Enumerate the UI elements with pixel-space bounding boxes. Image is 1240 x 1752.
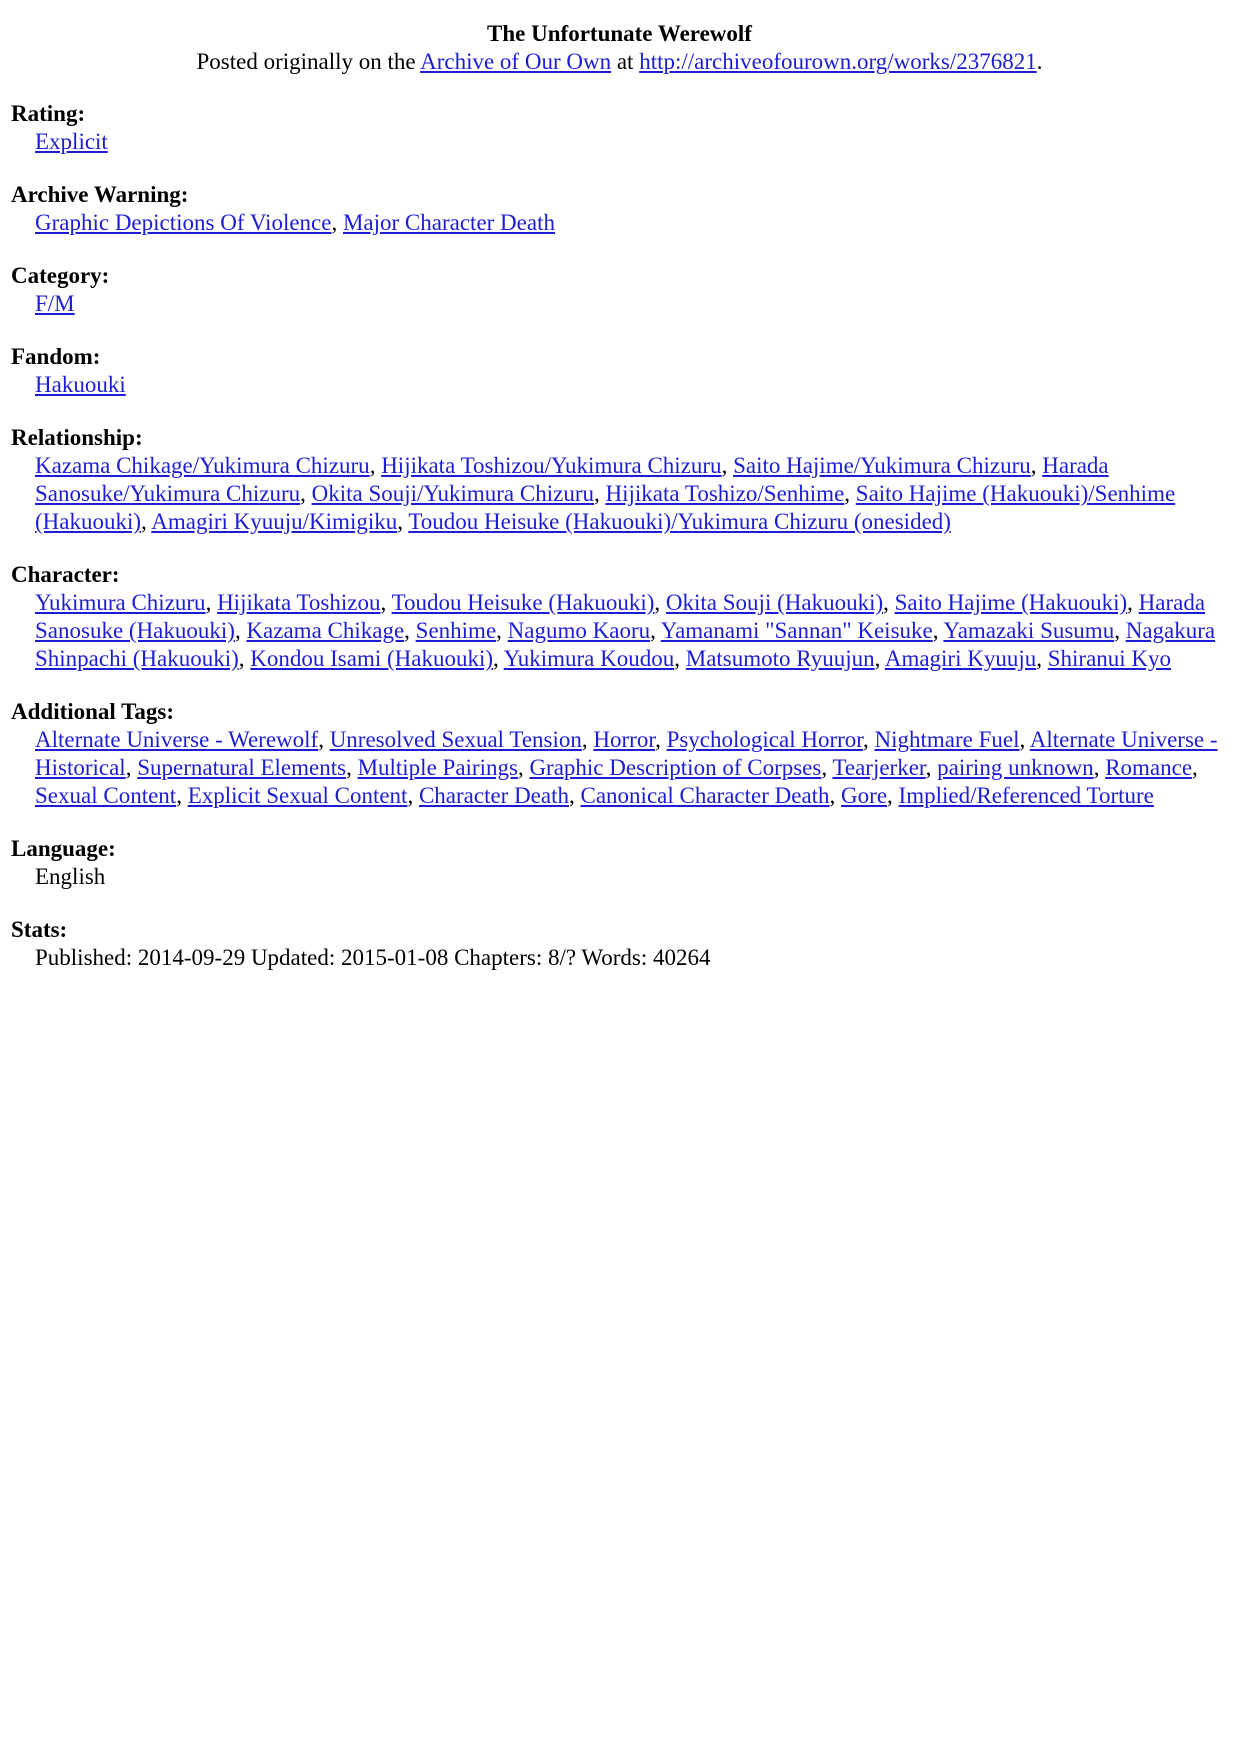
tag-link[interactable]: Saito Hajime (Hakuouki)/Senhime (Hakuouki): [35, 481, 1176, 534]
section-label: Language:: [11, 836, 116, 861]
section-relationship: [11, 424, 1228, 536]
at-text: at: [616, 49, 634, 74]
tag-link[interactable]: Toudou Heisuke (Hakuouki): [391, 590, 655, 615]
tag-link[interactable]: Unresolved Sexual Tension: [329, 727, 582, 752]
tag-link[interactable]: Explicit: [35, 129, 108, 154]
tag-link[interactable]: Kondou Isami (Hakuouki): [250, 646, 494, 671]
posted-prefix: Posted originally on the: [196, 49, 416, 74]
tag-link[interactable]: Matsumoto Ryuujun: [685, 646, 875, 671]
tag-list: [11, 128, 1228, 156]
work-header: [11, 20, 1228, 76]
tag-link[interactable]: Canonical Character Death: [580, 783, 830, 808]
tag-list: Graphic Depictions Of Violence, Major Character Death: [35, 210, 555, 235]
period: .: [1036, 49, 1043, 74]
section-label: Relationship:: [11, 425, 143, 450]
metadata-sections: [11, 100, 1228, 810]
tag-link[interactable]: Gore: [841, 783, 888, 808]
tag-link[interactable]: Explicit Sexual Content: [187, 783, 408, 808]
section-label: Stats:: [11, 917, 68, 942]
tag-link[interactable]: Amagiri Kyuuju: [884, 646, 1037, 671]
tag-link[interactable]: Alternate Universe - Werewolf: [35, 727, 319, 752]
archive-link[interactable]: Archive of Our Own: [420, 49, 612, 74]
tag-link[interactable]: Kazama Chikage: [246, 618, 405, 643]
tag-link[interactable]: Multiple Pairings: [357, 755, 518, 780]
tag-link[interactable]: Saito Hajime/Yukimura Chizuru: [733, 453, 1031, 478]
tag-list: Kazama Chikage/Yukimura Chizuru, Hijikata Toshizou/Yukimura Chizuru, Saito Hajime/Yukimura Chizuru, Harada Sanosuke/Yukimura Chizuru, Okita Souji/Yukimura Chizuru, Hijikata Toshizo/Senhime, Saito Hajime (Hakuouki)/Senhime (Hakuouki), Amagiri Kyuuju/Kimigiku, Toudou Heisuke (Hakuouki)/Yukimura Chizuru (onesided): [35, 453, 1176, 534]
language-value: English: [35, 864, 106, 889]
tag-link[interactable]: Senhime: [415, 618, 497, 643]
section-character: [11, 561, 1228, 673]
tag-link[interactable]: Psychological Horror: [666, 727, 864, 752]
tag-link[interactable]: Hijikata Toshizou: [217, 590, 381, 615]
tag-link[interactable]: Nagumo Kaoru: [507, 618, 651, 643]
tag-link[interactable]: Saito Hajime (Hakuouki): [894, 590, 1128, 615]
section-label: Character:: [11, 562, 120, 587]
section-label: Additional Tags:: [11, 699, 174, 724]
section-label: Category:: [11, 263, 110, 288]
tag-link[interactable]: Yukimura Koudou: [503, 646, 675, 671]
tag-link[interactable]: Romance: [1105, 755, 1193, 780]
tag-link[interactable]: Yamanami "Sannan" Keisuke: [660, 618, 933, 643]
tag-link[interactable]: Harada Sanosuke (Hakuouki): [35, 590, 1206, 643]
tag-link[interactable]: Hijikata Toshizo/Senhime: [605, 481, 845, 506]
tag-list: [11, 371, 1228, 399]
tag-link[interactable]: Tearjerker: [832, 755, 926, 780]
tag-link[interactable]: Horror: [593, 727, 656, 752]
tag-link[interactable]: Sexual Content: [35, 783, 177, 808]
tag-link[interactable]: Yukimura Chizuru: [35, 590, 206, 615]
tag-link[interactable]: Implied/Referenced Torture: [898, 783, 1154, 808]
tag-list: [11, 290, 1228, 318]
section-additional-tags: [11, 698, 1228, 810]
section-category: [11, 262, 1228, 318]
section-rating: [11, 100, 1228, 156]
tag-list: Yukimura Chizuru, Hijikata Toshizou, Toudou Heisuke (Hakuouki), Okita Souji (Hakuouki), Saito Hajime (Hakuouki), Harada Sanosuke (Hakuouki), Kazama Chikage, Senhime, Nagumo Kaoru, Yamanami "Sannan" Keisuke, Yamazaki Susumu, Nagakura Shinpachi (Hakuouki), Kondou Isami (Hakuouki), Yukimura Koudou, Matsumoto Ryuujun, Amagiri Kyuuju, Shiranui Kyo: [35, 590, 1216, 671]
tag-link[interactable]: F/M: [35, 291, 75, 316]
tag-link[interactable]: Major Character Death: [342, 210, 555, 235]
tag-link[interactable]: Shiranui Kyo: [1047, 646, 1172, 671]
tag-link[interactable]: Graphic Depictions Of Violence: [35, 210, 332, 235]
tag-link[interactable]: Graphic Description of Corpses: [529, 755, 822, 780]
tag-link[interactable]: Amagiri Kyuuju/Kimigiku: [151, 509, 398, 534]
section-archive-warning: [11, 181, 1228, 237]
tag-link[interactable]: Hakuouki: [35, 372, 126, 397]
tag-link[interactable]: Toudou Heisuke (Hakuouki)/Yukimura Chizuru (onesided): [408, 509, 951, 534]
posted-line: [11, 48, 1228, 76]
tag-link[interactable]: Nightmare Fuel: [874, 727, 1020, 752]
tag-link[interactable]: Nagakura Shinpachi (Hakuouki): [35, 618, 1216, 671]
tag-link[interactable]: Kazama Chikage/Yukimura Chizuru: [35, 453, 370, 478]
tag-list: Alternate Universe - Werewolf, Unresolved Sexual Tension, Horror, Psychological Horror, Nightmare Fuel, Alternate Universe - Historical, Supernatural Elements, Multiple Pairings, Graphic Description of Corpses, Tearjerker, pairing unknown, Romance, Sexual Content, Explicit Sexual Content, Character Death, Canonical Character Death, Gore, Implied/Referenced Torture: [35, 727, 1218, 808]
section-language: [11, 835, 1228, 891]
tag-link[interactable]: Yamazaki Susumu: [943, 618, 1115, 643]
section-stats: [11, 916, 1228, 972]
tag-link[interactable]: Supernatural Elements: [137, 755, 347, 780]
section-label: Fandom:: [11, 344, 101, 369]
stats-value: Published: 2014-09-29 Updated: 2015-01-08 Chapters: 8/? Words: 40264: [35, 945, 711, 970]
tag-link[interactable]: Okita Souji/Yukimura Chizuru: [311, 481, 594, 506]
tag-link[interactable]: Character Death: [418, 783, 569, 808]
work-url-link[interactable]: http://archiveofourown.org/works/2376821: [639, 49, 1037, 74]
work-title: The Unfortunate Werewolf: [487, 21, 752, 46]
section-fandom: [11, 343, 1228, 399]
section-label: Archive Warning:: [11, 182, 189, 207]
tag-link[interactable]: pairing unknown: [937, 755, 1094, 780]
tag-link[interactable]: Hijikata Toshizou/Yukimura Chizuru: [381, 453, 722, 478]
tag-link[interactable]: Okita Souji (Hakuouki): [665, 590, 884, 615]
tag-link[interactable]: Harada Sanosuke/Yukimura Chizuru: [35, 453, 1109, 506]
section-label: Rating:: [11, 101, 86, 126]
tag-link[interactable]: Alternate Universe - Historical: [35, 727, 1218, 780]
